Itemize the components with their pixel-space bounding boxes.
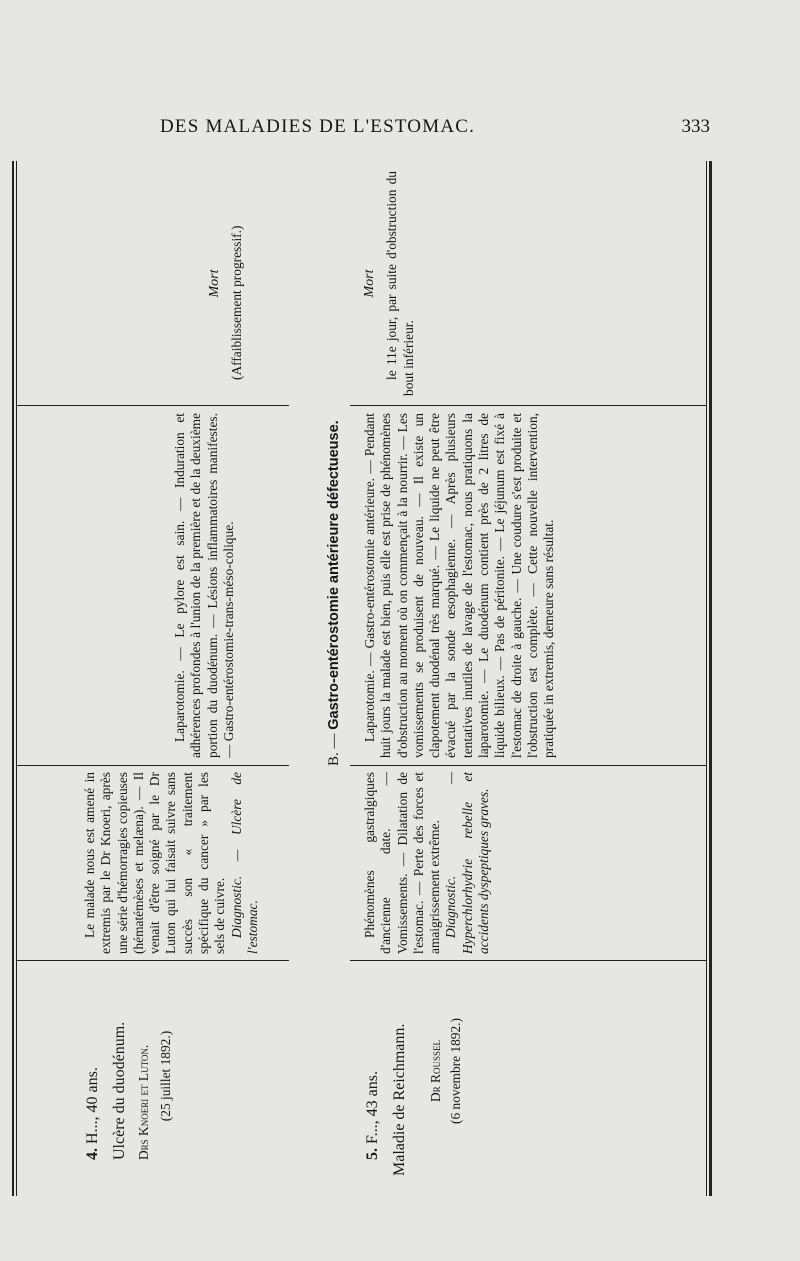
col-sep-5c (350, 405, 706, 406)
case-4-outcome (207, 171, 287, 396)
page-number: 333 (681, 116, 710, 137)
case-5-number: 5. (364, 1148, 381, 1160)
col-sep-4a (17, 960, 289, 961)
case-4-history-text: Le malade nous est amené in extremis par le Dr Knoeri, après une série d'hémorragies copieuses (hématémèses et melæna). — Il venait d'être soigné par le Dr Luton qui lui faisait suivre sans succès son « traitement spécifique du cancer » par les sels de cuivre. (82, 772, 228, 954)
section-b-heading (324, 166, 344, 766)
case-4-diagnosis: Diagnostic. — Ulcère de l'estomac. (228, 772, 260, 954)
table-rule-bottom-outer (12, 161, 14, 1196)
case-5-patient-info: F..., 43 ans. (364, 1071, 381, 1144)
case-5-outcome-title: Mort (362, 269, 377, 298)
case-4-disease: Ulcère du duodénum. (111, 1021, 128, 1160)
case-4-operation (172, 413, 287, 758)
case-4-operation-text: Laparotomie. — Le pylore est sain. — Induration et adhérences profondes à l'union de la première et de la deuxième portion du duodénum. — Lésions inflammatoires manifestes. — Gastro-entérostomie-trans-méso-colique. (172, 413, 236, 758)
case-4-history (82, 772, 287, 954)
table-rule-top-outer (709, 161, 712, 1196)
col-sep-4b (17, 765, 289, 766)
col-sep-5a (350, 960, 706, 961)
case-5-history-text: Phénomènes gastralgiques d'ancienne date. — Vomissements. — Dilatation de l'estomac. — Perte des forces et amaigrissement extrême. (362, 772, 443, 954)
case-5-operation-text: Laparotomie. — Gastro-entérostomie antérieure. — Pendant huit jours la malade est bien, puis elle est prise de phénomènes d'obstruction au moment où on commençait à la nourrir. — Les vomissements se produisent de nouveau. — Il existe un clapotement duodénal très marqué. — Le liquide ne peut être évacué par la sonde œsophagienne. — Après plusieurs tentatives inutiles de lavage de l'estomac, nous pratiquons la laparotomie. — Le duodénum contient près de 2 litres de liquide bilieux. — Pas de péritonite. — Le jéjunum est fixé à l'estomac de droite à gauche. — Une coudure s'est produite et l'obstruction est complète. — Cette nouvelle intervention, pratiquée in extremis, demeure sans résultat. (362, 413, 557, 758)
case-5-history (362, 772, 512, 954)
case-4-outcome-text: (Affaiblissement progressif.) (229, 225, 245, 380)
case-4-outcome-title: Mort (207, 269, 222, 298)
table-rule-top-inner (706, 161, 707, 1196)
case-4-doctors: Drs Knoeri et Luton. (136, 1044, 151, 1160)
col-sep-5b (350, 765, 706, 766)
case-5-operation (362, 413, 702, 758)
case-4-date: (25 juillet 1892.) (158, 1030, 174, 1122)
case-5-doctor: Dr Roussel (428, 1040, 443, 1102)
case-5-diagnosis: Diagnostic. — Hyperchlorhydrie rebelle et accidents dyspeptiques graves. (443, 772, 492, 954)
case-5-disease: Maladie de Reichmann. (391, 1023, 408, 1176)
rotated-case-table (12, 161, 712, 1196)
section-b-prefix: B. — (326, 733, 342, 766)
case-4-patient (82, 976, 282, 1176)
section-b-title: Gastro-entérostomie antérieure défectueuse. (326, 420, 342, 730)
running-title: DES MALADIES DE L'ESTOMAC. (160, 116, 476, 137)
case-5-outcome-text: le 11e jour, par suite d'obstruction du bout inférieur. (384, 171, 416, 396)
case-5-outcome (362, 171, 432, 396)
running-head (150, 116, 710, 140)
case-4-number: 4. (84, 1148, 101, 1160)
case-5-patient (362, 966, 572, 1176)
table-rule-bottom-inner (16, 161, 17, 1196)
case-5-date: (6 novembre 1892.) (448, 1018, 464, 1124)
col-sep-4c (17, 405, 289, 406)
case-4-patient-info: H..., 40 ans. (84, 1067, 101, 1144)
